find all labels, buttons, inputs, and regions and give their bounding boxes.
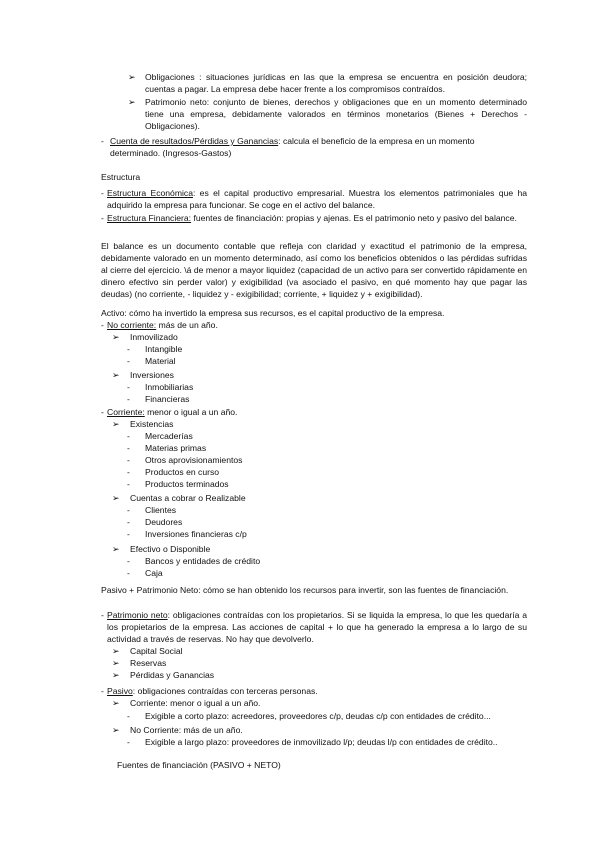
arrow-bullet-icon: ➢ [112, 725, 120, 735]
dash-bullet-icon: - [127, 431, 130, 441]
dash-bullet-icon: - [127, 529, 130, 539]
arrow-bullet-icon: ➢ [112, 544, 120, 554]
dash-bullet-icon: - [127, 556, 130, 566]
dash-bullet-icon: - [127, 382, 130, 392]
no-corriente [107, 319, 218, 331]
corriente [107, 406, 237, 418]
dash-bullet-icon: - [127, 517, 130, 527]
pasivo [107, 685, 318, 697]
fuentes-line: Fuentes de financiación (PASIVO + NETO) [117, 760, 281, 770]
dash-bullet-icon: - [101, 136, 104, 146]
term-text: : es el capital productivo empresarial. Muestra los elementos patrimoniales que ha adquirido la empresa para funcionar. Se coge en el activo del balance. [107, 188, 527, 210]
estructura-economica [107, 187, 527, 211]
arrow-bullet-icon: ➢ [112, 670, 120, 680]
list-item: Pérdidas y Ganancias [130, 670, 215, 680]
list-item: Inversiones financieras c/p [145, 529, 247, 539]
list-item: Exigible a largo plazo: proveedores de inmovilizado l/p; deudas l/p con entidades de crédito.. [145, 737, 498, 747]
term-label: No corriente: [107, 320, 157, 330]
group-title-inmovilizado: Inmovilizado [130, 332, 178, 342]
dash-bullet-icon: - [101, 407, 104, 417]
arrow-bullet-icon: ➢ [112, 419, 120, 429]
bullet-obligaciones [145, 71, 527, 95]
term-label: Pasivo [107, 686, 133, 696]
dash-bullet-icon: - [127, 479, 130, 489]
list-item: Material [145, 356, 176, 366]
term-label: Estructura Económica [107, 188, 193, 198]
term-text: más de un año. [156, 320, 218, 330]
term-text: : calcula el beneficio de la empresa en un momento determinado. (Ingresos-Gastos) [110, 136, 475, 158]
dash-bullet-icon: - [127, 443, 130, 453]
arrow-bullet-icon: ➢ [128, 97, 136, 107]
list-item: Reservas [130, 658, 167, 668]
dash-bullet-icon: - [101, 188, 104, 198]
group-title-pasivo-corriente: Corriente: menor o igual a un año. [130, 698, 261, 708]
list-item: Capital Social [130, 646, 183, 656]
list-item: Mercaderías [145, 431, 193, 441]
term-text: : obligaciones contraídas con terceras personas. [132, 686, 318, 696]
dash-bullet-icon: - [127, 467, 130, 477]
group-title-pasivo-no-corriente: No Corriente: más de un año. [130, 725, 243, 735]
list-item: Inmobiliarias [145, 382, 194, 392]
pasivo-pn-line: Pasivo + Patrimonio Neto: cómo se han obtenido los recursos para invertir, son las fuentes de financiación. [101, 585, 509, 595]
list-item: Intangible [145, 344, 183, 354]
group-title-efectivo: Efectivo o Disponible [130, 544, 211, 554]
list-item: Bancos y entidades de crédito [145, 556, 261, 566]
list-item: Productos terminados [145, 479, 229, 489]
group-title-cuentas-cobrar: Cuentas a cobrar o Realizable [130, 493, 246, 503]
balance-paragraph: El balance es un documento contable que refleja con claridad y exactitud el patrimonio de la empresa, debidamente valorado en un momento determinado, así como los beneficios obtenidos o las pérdidas sufridas al cierre del ejercicio. \á de menor a mayor liquidez (capacidad de un activo para ser convertido rápidamente en dinero efectivo sin perder valor) y exigibilidad (va asociado el pasivo, en qué momento hay que pagar las deudas) (no corriente, - liquidez y - exigibilidad; corriente, + liquidez y + exigibilidad). [101, 241, 527, 299]
list-item: Clientes [145, 505, 177, 515]
term-label: Cuenta de resultados/Pérdidas y Ganancias [110, 136, 279, 146]
dash-bullet-icon: - [127, 737, 130, 747]
dash-bullet-icon: - [101, 610, 104, 620]
list-item: Otros aprovisionamientos [145, 455, 243, 465]
bullet-label: Obligaciones : [145, 72, 202, 82]
bullet-patrimonio-neto [145, 96, 527, 132]
patrimonio-neto [107, 609, 527, 645]
cuenta-resultados [110, 135, 510, 159]
estructura-financiera [107, 212, 527, 224]
dash-bullet-icon: - [127, 711, 130, 721]
section-title-estructura: Estructura [101, 172, 141, 182]
arrow-bullet-icon: ➢ [112, 332, 120, 342]
group-title-inversiones: Inversiones [130, 370, 174, 380]
dash-bullet-icon: - [127, 505, 130, 515]
list-item: Financieras [145, 394, 190, 404]
list-item: Materias primas [145, 443, 207, 453]
arrow-bullet-icon: ➢ [112, 370, 120, 380]
dash-bullet-icon: - [127, 356, 130, 366]
term-label: Patrimonio neto [107, 610, 168, 620]
dash-bullet-icon: - [101, 320, 104, 330]
arrow-bullet-icon: ➢ [112, 493, 120, 503]
dash-bullet-icon: - [127, 344, 130, 354]
dash-bullet-icon: - [127, 568, 130, 578]
bullet-text: conjunto de bienes, derechos y obligaciones que en un momento determinado tiene una empresa, debidamente valorados en términos monetarios (Bienes + Derechos - Obligaciones). [145, 97, 527, 131]
list-item: Exigible a corto plazo: acreedores, proveedores c/p, deudas c/p con entidades de crédito... [145, 711, 491, 721]
term-text: fuentes de financiación: propias y ajenas. Es el patrimonio neto y pasivo del balance. [191, 213, 517, 223]
dash-bullet-icon: - [101, 686, 104, 696]
term-text: menor o igual a un año. [144, 407, 238, 417]
arrow-bullet-icon: ➢ [128, 72, 136, 82]
arrow-bullet-icon: ➢ [112, 698, 120, 708]
list-item: Caja [145, 568, 163, 578]
group-title-existencias: Existencias [130, 419, 174, 429]
dash-bullet-icon: - [127, 455, 130, 465]
bullet-label: Patrimonio neto: [145, 97, 210, 107]
list-item: Productos en curso [145, 467, 220, 477]
bullet-text: situaciones jurídicas en las que la empresa se encuentra en posición deudora; cuentas a pagar. La empresa debe hacer frente a los compromisos contraídos. [145, 72, 528, 94]
arrow-bullet-icon: ➢ [112, 646, 120, 656]
list-item: Deudores [145, 517, 183, 527]
term-label: Estructura Financiera: [107, 213, 192, 223]
activo-line: Activo: cómo ha invertido la empresa sus recursos, es el capital productivo de la empresa. [101, 308, 445, 318]
dash-bullet-icon: - [127, 394, 130, 404]
term-label: Corriente: [107, 407, 145, 417]
arrow-bullet-icon: ➢ [112, 658, 120, 668]
term-text: : obligaciones contraídas con los propietarios. Si se liquida la empresa, lo que les quedaría a los propietarios de la empresa. Las acciones de capital + lo que ha generado la empresa a lo largo de su actividad a través de reservas. No hay que devolverlo. [107, 610, 527, 644]
dash-bullet-icon: - [101, 213, 104, 223]
